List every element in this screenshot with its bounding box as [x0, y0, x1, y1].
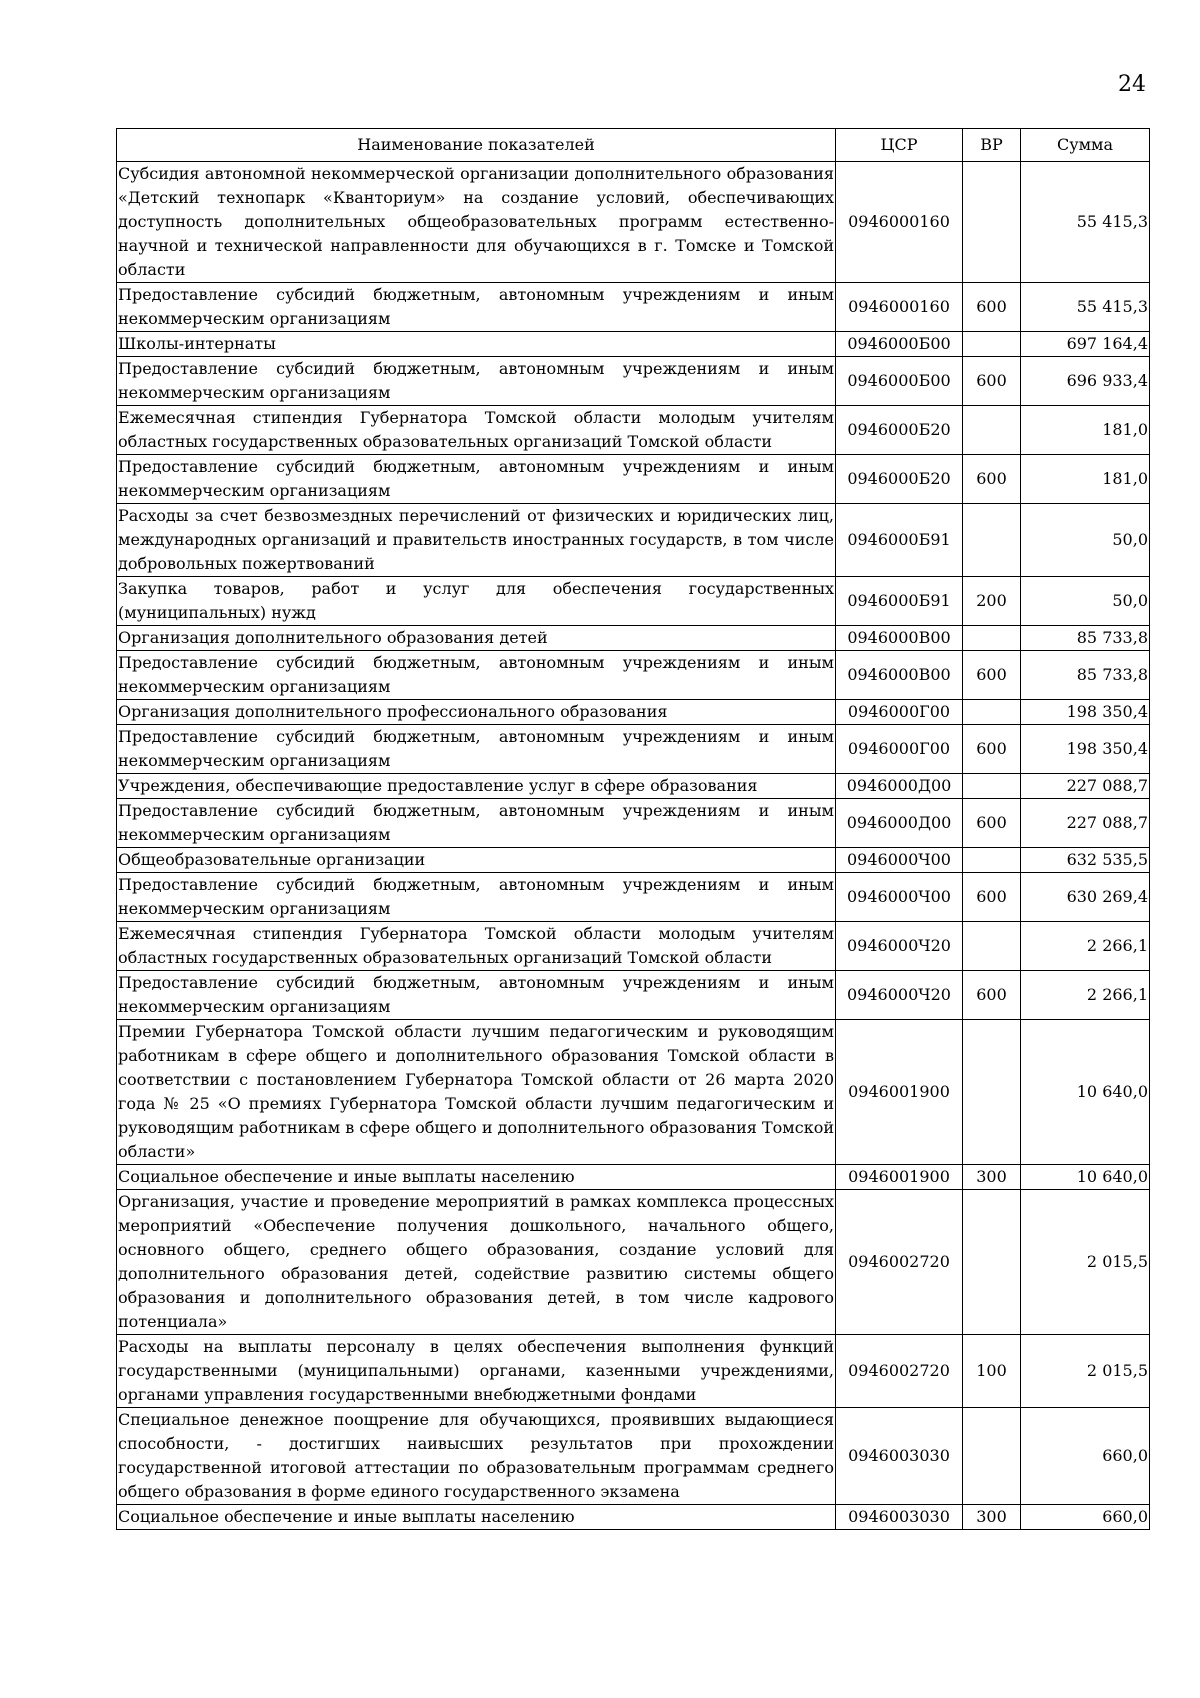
row-name: Организация дополнительного профессионального образования: [117, 700, 836, 725]
row-name: Социальное обеспечение и иные выплаты населению: [117, 1505, 836, 1530]
table-row: [117, 1165, 1150, 1190]
row-name: Предоставление субсидий бюджетным, автономным учреждениям и иным некоммерческим организациям: [117, 283, 836, 332]
table-row: [117, 1335, 1150, 1408]
table-row: [117, 332, 1150, 357]
row-sum: 2 015,5: [1021, 1190, 1150, 1335]
table-row: [117, 504, 1150, 577]
row-name: Предоставление субсидий бюджетным, автономным учреждениям и иным некоммерческим организациям: [117, 725, 836, 774]
table-row: [117, 162, 1150, 283]
row-csr: 0946000Б91: [836, 577, 963, 626]
row-csr: 0946000160: [836, 162, 963, 283]
row-vr: [963, 1190, 1021, 1335]
row-csr: 0946003030: [836, 1505, 963, 1530]
row-sum: 181,0: [1021, 455, 1150, 504]
row-csr: 0946002720: [836, 1335, 963, 1408]
row-csr: 0946000В00: [836, 651, 963, 700]
row-csr: 0946001900: [836, 1165, 963, 1190]
row-name: Организация, участие и проведение мероприятий в рамках комплекса процессных мероприятий «Обеспечение получения дошкольного, начального общего, основного общего, среднего общего образования, создание условий для дополнительного образования детей, содействие развитию системы общего образования и дополнительного образования детей, в том числе кадрового потенциала»: [117, 1190, 836, 1335]
row-csr: 0946000Д00: [836, 774, 963, 799]
row-vr: 100: [963, 1335, 1021, 1408]
row-vr: 600: [963, 651, 1021, 700]
row-csr: 0946000Б91: [836, 504, 963, 577]
row-sum: 2 266,1: [1021, 971, 1150, 1020]
row-csr: 0946000Ч20: [836, 922, 963, 971]
row-vr: [963, 406, 1021, 455]
row-name: Расходы за счет безвозмездных перечислений от физических и юридических лиц, международных организаций и правительств иностранных государств, в том числе добровольных пожертвований: [117, 504, 836, 577]
row-sum: 2 015,5: [1021, 1335, 1150, 1408]
row-sum: 632 535,5: [1021, 848, 1150, 873]
row-vr: [963, 626, 1021, 651]
table-row: [117, 848, 1150, 873]
row-csr: 0946002720: [836, 1190, 963, 1335]
page-number: 24: [1118, 72, 1146, 97]
row-name: Закупка товаров, работ и услуг для обеспечения государственных (муниципальных) нужд: [117, 577, 836, 626]
row-vr: 300: [963, 1505, 1021, 1530]
row-name: Расходы на выплаты персоналу в целях обеспечения выполнения функций государственными (муниципальными) органами, казенными учреждениями, органами управления государственными внебюджетными фондами: [117, 1335, 836, 1408]
table-row: [117, 774, 1150, 799]
row-sum: 697 164,4: [1021, 332, 1150, 357]
row-sum: 85 733,8: [1021, 651, 1150, 700]
row-sum: 85 733,8: [1021, 626, 1150, 651]
row-vr: [963, 504, 1021, 577]
row-sum: 630 269,4: [1021, 873, 1150, 922]
row-vr: 600: [963, 357, 1021, 406]
row-sum: 181,0: [1021, 406, 1150, 455]
table-row: [117, 1190, 1150, 1335]
table-row: [117, 455, 1150, 504]
row-sum: 55 415,3: [1021, 162, 1150, 283]
table-row: [117, 922, 1150, 971]
row-sum: 696 933,4: [1021, 357, 1150, 406]
row-sum: 198 350,4: [1021, 700, 1150, 725]
row-sum: 227 088,7: [1021, 799, 1150, 848]
header-csr: ЦСР: [836, 129, 963, 162]
row-name: Предоставление субсидий бюджетным, автономным учреждениям и иным некоммерческим организациям: [117, 651, 836, 700]
table-row: [117, 873, 1150, 922]
header-name: Наименование показателей: [117, 129, 836, 162]
row-sum: 660,0: [1021, 1408, 1150, 1505]
row-vr: [963, 332, 1021, 357]
row-vr: [963, 1408, 1021, 1505]
row-sum: 2 266,1: [1021, 922, 1150, 971]
row-csr: 0946000Б00: [836, 332, 963, 357]
table-row: [117, 1505, 1150, 1530]
row-sum: 227 088,7: [1021, 774, 1150, 799]
row-vr: 600: [963, 283, 1021, 332]
row-sum: 10 640,0: [1021, 1020, 1150, 1165]
table-row: [117, 651, 1150, 700]
table-header-row: [117, 129, 1150, 162]
table-row: [117, 1020, 1150, 1165]
row-vr: 600: [963, 799, 1021, 848]
table-row: [117, 357, 1150, 406]
row-name: Учреждения, обеспечивающие предоставление услуг в сфере образования: [117, 774, 836, 799]
row-vr: [963, 162, 1021, 283]
row-csr: 0946000Б20: [836, 455, 963, 504]
row-csr: 0946000160: [836, 283, 963, 332]
row-name: Школы-интернаты: [117, 332, 836, 357]
row-vr: 600: [963, 725, 1021, 774]
row-vr: 200: [963, 577, 1021, 626]
row-name: Предоставление субсидий бюджетным, автономным учреждениям и иным некоммерческим организациям: [117, 873, 836, 922]
row-vr: 600: [963, 971, 1021, 1020]
row-name: Предоставление субсидий бюджетным, автономным учреждениям и иным некоммерческим организациям: [117, 357, 836, 406]
row-name: Премии Губернатора Томской области лучшим педагогическим и руководящим работникам в сфере общего и дополнительного образования Томской области в соответствии с постановлением Губернатора Томской области от 26 марта 2020 года № 25 «О премиях Губернатора Томской области лучшим педагогическим и руководящим работникам в сфере общего и дополнительного образования Томской области»: [117, 1020, 836, 1165]
table-body: [117, 162, 1150, 1530]
row-csr: 0946000Б00: [836, 357, 963, 406]
row-vr: [963, 848, 1021, 873]
row-sum: 198 350,4: [1021, 725, 1150, 774]
row-name: Предоставление субсидий бюджетным, автономным учреждениям и иным некоммерческим организациям: [117, 455, 836, 504]
header-sum: Сумма: [1021, 129, 1150, 162]
row-vr: [963, 1020, 1021, 1165]
row-name: Специальное денежное поощрение для обучающихся, проявивших выдающиеся способности, - достигших наивысших результатов при прохождении государственной итоговой аттестации по образовательным программам среднего общего образования в форме единого государственного экзамена: [117, 1408, 836, 1505]
table-row: [117, 577, 1150, 626]
row-csr: 0946000Ч20: [836, 971, 963, 1020]
row-vr: [963, 922, 1021, 971]
row-csr: 0946000Г00: [836, 700, 963, 725]
row-sum: 50,0: [1021, 577, 1150, 626]
row-csr: 0946000Б20: [836, 406, 963, 455]
row-name: Социальное обеспечение и иные выплаты населению: [117, 1165, 836, 1190]
table-row: [117, 1408, 1150, 1505]
row-sum: 10 640,0: [1021, 1165, 1150, 1190]
budget-table: [116, 128, 1150, 1530]
row-vr: 600: [963, 873, 1021, 922]
table-row: [117, 283, 1150, 332]
row-csr: 0946000Ч00: [836, 873, 963, 922]
table-row: [117, 971, 1150, 1020]
row-csr: 0946000Д00: [836, 799, 963, 848]
row-csr: 0946000Г00: [836, 725, 963, 774]
row-vr: 300: [963, 1165, 1021, 1190]
table-row: [117, 799, 1150, 848]
row-csr: 0946000Ч00: [836, 848, 963, 873]
table-row: [117, 406, 1150, 455]
row-name: Общеобразовательные организации: [117, 848, 836, 873]
row-sum: 55 415,3: [1021, 283, 1150, 332]
row-csr: 0946003030: [836, 1408, 963, 1505]
row-name: Предоставление субсидий бюджетным, автономным учреждениям и иным некоммерческим организациям: [117, 971, 836, 1020]
table-row: [117, 725, 1150, 774]
row-csr: 0946000В00: [836, 626, 963, 651]
row-vr: [963, 774, 1021, 799]
row-vr: [963, 700, 1021, 725]
row-name: Ежемесячная стипендия Губернатора Томской области молодым учителям областных государственных образовательных организаций Томской области: [117, 406, 836, 455]
table-row: [117, 626, 1150, 651]
row-sum: 660,0: [1021, 1505, 1150, 1530]
row-vr: 600: [963, 455, 1021, 504]
row-name: Организация дополнительного образования детей: [117, 626, 836, 651]
row-sum: 50,0: [1021, 504, 1150, 577]
header-vr: ВР: [963, 129, 1021, 162]
row-name: Ежемесячная стипендия Губернатора Томской области молодым учителям областных государственных образовательных организаций Томской области: [117, 922, 836, 971]
row-csr: 0946001900: [836, 1020, 963, 1165]
row-name: Субсидия автономной некоммерческой организации дополнительного образования «Детский технопарк «Кванториум» на создание условий, обеспечивающих доступность дополнительных общеобразовательных программ естественно-научной и технической направленности для обучающихся в г. Томске и Томской области: [117, 162, 836, 283]
row-name: Предоставление субсидий бюджетным, автономным учреждениям и иным некоммерческим организациям: [117, 799, 836, 848]
table-row: [117, 700, 1150, 725]
